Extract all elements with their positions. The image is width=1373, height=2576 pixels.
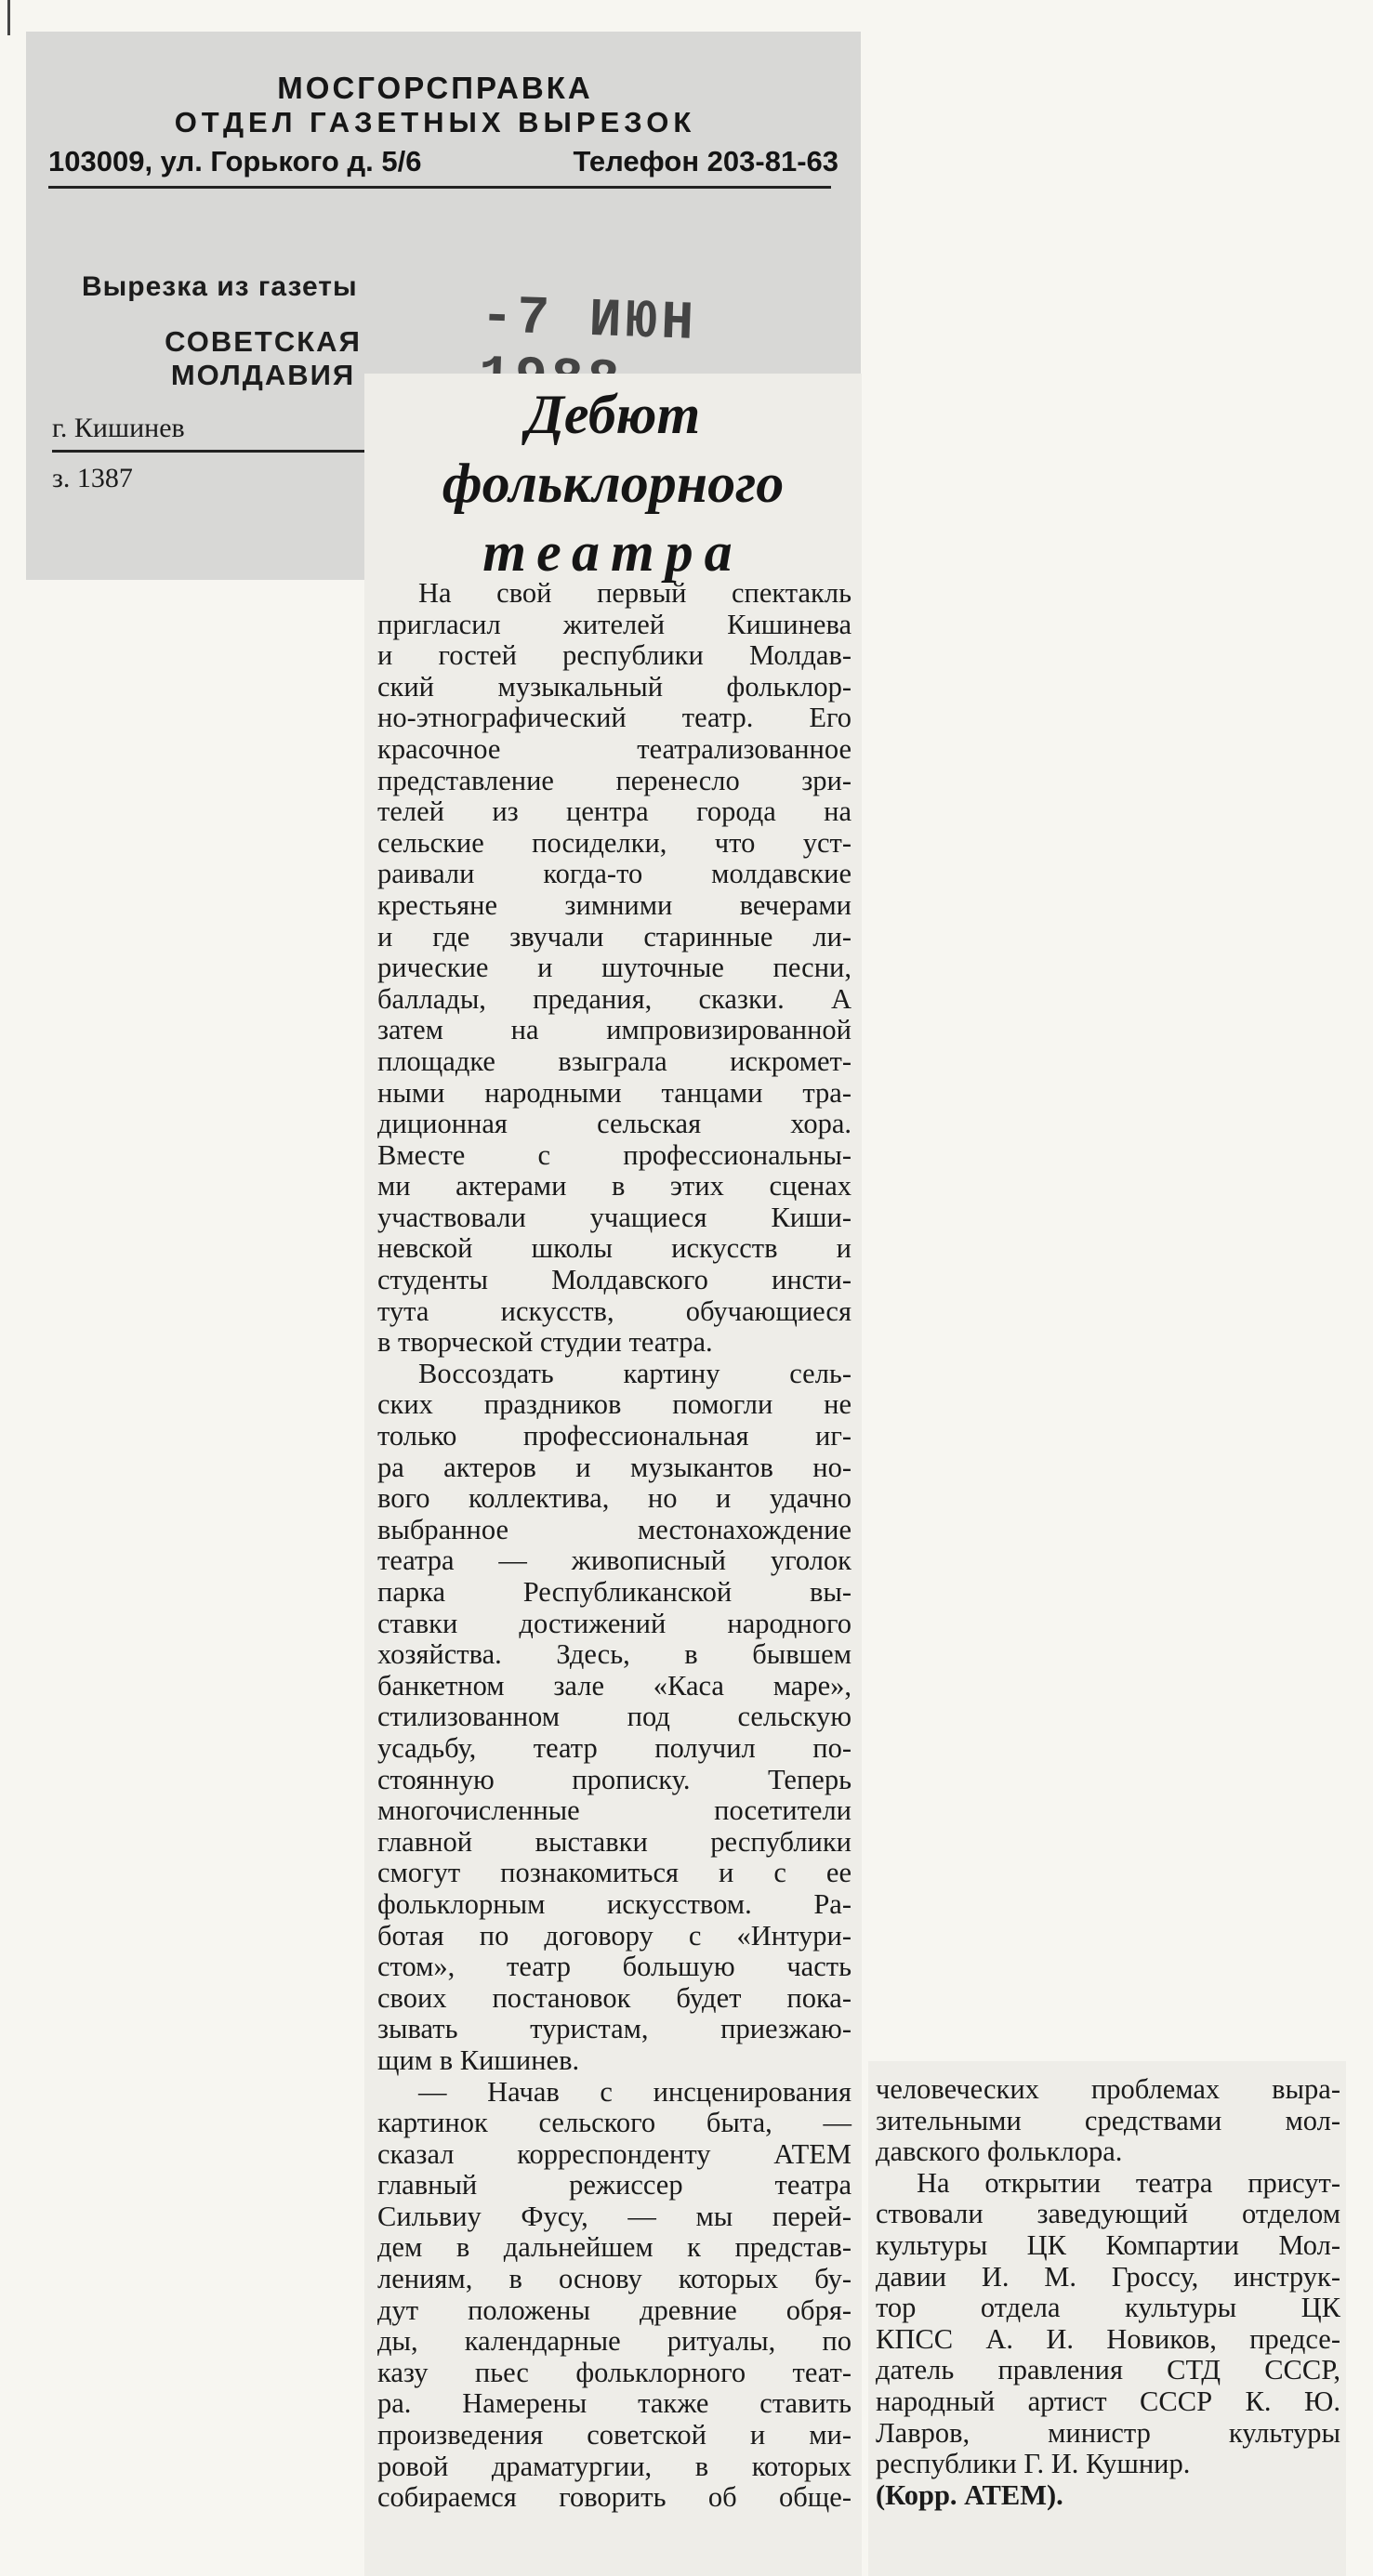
article-line: датель правления СТД СССР, (876, 2354, 1340, 2386)
article-line: главный режиссер театра (377, 2169, 852, 2201)
article-line: зывать туристам, приезжаю- (377, 2013, 852, 2045)
article-line: ботая по договору с «Интури- (377, 1919, 852, 1952)
article-line: лениям, в основу которых бу- (377, 2263, 852, 2295)
newspaper-city: г. Кишинев (52, 413, 185, 443)
article-line: стом», театр большую часть (377, 1951, 852, 1983)
article-title-line2: фольклорного (442, 453, 785, 514)
article-line: театра — живописный уголок (377, 1544, 852, 1577)
article-line: ды, календарные ритуалы, по (377, 2325, 852, 2358)
article-body-column2 (876, 2074, 1340, 2511)
article-line: фольклорным искусством. Ра- (377, 1887, 852, 1920)
article-line: площадке взыграла искромет- (377, 1045, 852, 1077)
article-line: произведения советской и ми- (377, 2419, 852, 2451)
article-title-line1: Дебют (525, 384, 701, 445)
page-edge-mark (7, 0, 10, 35)
article-line: вого коллектива, но и удачно (377, 1482, 852, 1515)
article-line: банкетном зале «Каса маре», (377, 1669, 852, 1702)
article-line: многочисленные посетители (377, 1794, 852, 1827)
article-line: пригласил жителей Кишинева (377, 608, 852, 640)
article-line: Лавров, министр культуры (876, 2416, 1340, 2449)
newspaper-name-line2: МОЛДАВИЯ (170, 359, 356, 391)
article-line: диционная сельская хора. (377, 1108, 852, 1140)
article-line: но-этнографический театр. Его (377, 702, 852, 734)
article-line: в творческой студии театра. (377, 1326, 713, 1359)
article-line: Воссоздать картину сель- (418, 1357, 852, 1389)
article-line: выбранное местонахождение (377, 1513, 852, 1545)
article-line: картинок сельского быта, — (377, 2107, 852, 2139)
city-divider (52, 450, 387, 453)
article-line: сельские посиделки, что уст- (377, 826, 852, 859)
article-line: человеческих проблемах выра- (876, 2073, 1340, 2105)
article-line: только профессиональная иг- (377, 1420, 852, 1452)
cut-label: Вырезка из газеты (82, 271, 358, 302)
article-line: своих постановок будет пока- (377, 1981, 852, 2014)
date-stamp: -7 ИЮН (480, 286, 699, 355)
article-line: стоянную прописку. Теперь (377, 1763, 852, 1795)
article-line: баллады, предания, сказки. А (377, 982, 852, 1015)
article-line: тор отдела культуры ЦК (876, 2292, 1340, 2324)
article-line: казу пьес фольклорного теат- (377, 2356, 852, 2388)
article-line: ровой драматургии, в которых (377, 2450, 852, 2482)
article-line: участвовали учащиеся Киши- (377, 1201, 852, 1233)
article-line: давии И. М. Гроссу, инструк- (876, 2260, 1340, 2293)
article-line: крестьяне зимними вечерами (377, 888, 852, 921)
newspaper-name-line1: СОВЕТСКАЯ (165, 325, 362, 358)
article-line: красочное театрализованное (377, 732, 852, 765)
article-line: ских праздников помогли не (377, 1388, 852, 1421)
article-line: тута искусств, обучающиеся (377, 1295, 852, 1327)
header-divider (48, 186, 831, 189)
article-line: ствовали заведующий отделом (876, 2198, 1340, 2230)
article-line: и гостей республики Молдав- (377, 639, 852, 672)
org-name: МОСГОРСПРАВКА (277, 71, 593, 105)
article-line: ставки достижений народного (377, 1607, 852, 1639)
article-continuation (868, 2061, 1346, 2576)
article-line: ми актерами в этих сценах (377, 1170, 852, 1203)
article-line: — Начав с инсценирования (418, 2075, 852, 2108)
article-line: ра актеров и музыкантов но- (377, 1451, 852, 1483)
article-line: На свой первый спектакль (418, 577, 852, 609)
article-line: Вместе с профессиональны- (377, 1138, 852, 1171)
article-line: стилизованном под сельскую (377, 1701, 852, 1733)
article-line: и где звучали старинные ли- (377, 920, 852, 953)
order-number: з. 1387 (52, 463, 133, 493)
article-line: дут положены древние обря- (377, 2293, 852, 2326)
article-line: усадьбу, театр получил по- (377, 1731, 852, 1764)
article-line: давского фольклора. (876, 2136, 1123, 2168)
article-column (364, 374, 862, 2576)
org-phone: Телефон 203-81-63 (573, 145, 838, 177)
article-line: невской школы искусств и (377, 1232, 852, 1265)
article-line: парка Республиканской вы- (377, 1576, 852, 1608)
article-line: ными народными танцами тра- (377, 1076, 852, 1109)
article-line: затем на импровизированной (377, 1014, 852, 1046)
org-address: 103009, ул. Горького д. 5/6 (48, 145, 422, 177)
article-line: студенты Молдавского инсти- (377, 1264, 852, 1296)
article-line: зительными средствами мол- (876, 2104, 1340, 2136)
article-line: республики Г. И. Кушнир. (876, 2448, 1191, 2480)
article-line: представление перенесло зри- (377, 764, 852, 796)
article-line: раивали когда-то молдавские (377, 858, 852, 890)
org-department: ОТДЕЛ ГАЗЕТНЫХ ВЫРЕЗОК (174, 106, 696, 138)
article-line: На открытии театра присут- (917, 2166, 1340, 2199)
org-contacts (48, 145, 838, 178)
article-line: КПСС А. И. Новиков, предсе- (876, 2322, 1340, 2355)
article-title-line3: театра (482, 521, 744, 583)
article-line: главной выставки республики (377, 1825, 852, 1858)
slip-header (26, 32, 861, 197)
article-line: дем в дальнейшем к представ- (377, 2231, 852, 2264)
article-line: телей из центра города на (377, 795, 852, 828)
article-line: смогут познакомиться и с ее (377, 1857, 852, 1889)
article-line: народный артист СССР К. Ю. (876, 2385, 1340, 2417)
article-line: ра. Намерены также ставить (377, 2387, 852, 2420)
article-line: хозяйства. Здесь, в бывшем (377, 1638, 852, 1671)
article-line: рические и шуточные песни, (377, 952, 852, 984)
article-line: Сильвиу Фусу, — мы перей- (377, 2200, 852, 2232)
article-line: ский музыкальный фольклор- (377, 670, 852, 703)
article-line: культуры ЦК Компартии Мол- (876, 2228, 1340, 2261)
article-line: сказал корреспонденту АТЕМ (377, 2137, 852, 2170)
article-body-column1 (377, 578, 852, 2514)
article-line: щим в Кишинев. (377, 2044, 580, 2076)
article-signature: (Корр. АТЕМ). (876, 2478, 1063, 2511)
article-line: собираемся говорить об обще- (377, 2481, 852, 2514)
